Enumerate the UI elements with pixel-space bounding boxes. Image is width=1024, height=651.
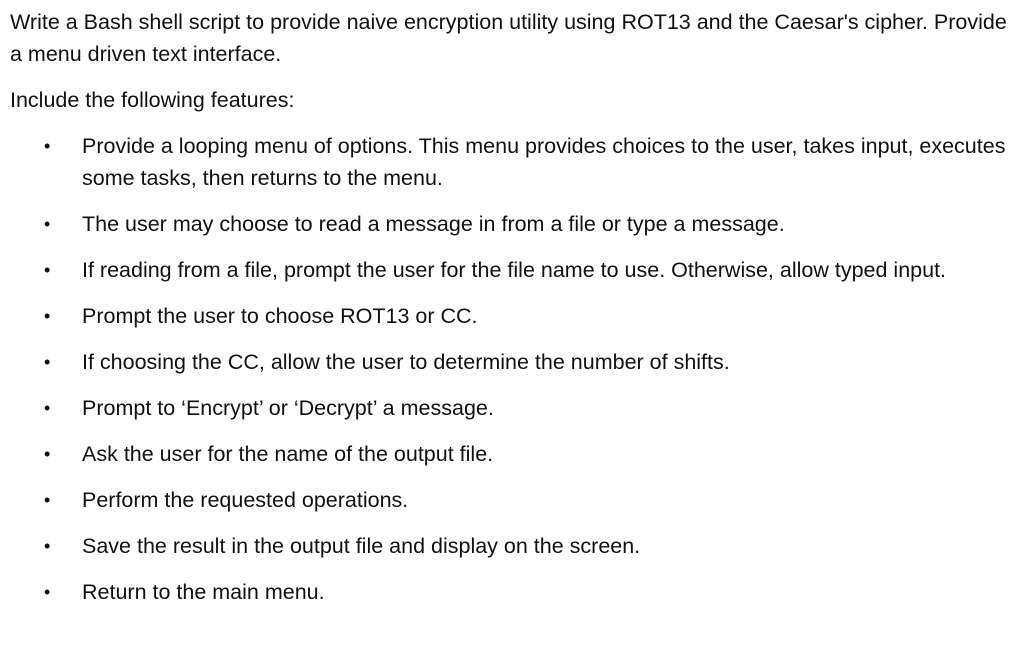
list-item	[10, 130, 1012, 194]
list-item-text: Save the result in the output file and display on the screen.	[82, 534, 641, 558]
list-item-text: The user may choose to read a message in from a file or type a message.	[82, 212, 785, 236]
features-list	[10, 130, 1012, 608]
list-item	[10, 346, 1012, 378]
bullet-icon: •	[44, 306, 51, 326]
list-item	[10, 208, 1012, 240]
bullet-icon: •	[44, 260, 51, 280]
list-item-text: If reading from a file, prompt the user for the file name to use. Otherwise, allow typed input.	[82, 258, 947, 282]
list-item-text: Prompt to ‘Encrypt’ or ‘Decrypt’ a message.	[82, 396, 494, 420]
list-item-text: Return to the main menu.	[82, 580, 325, 604]
list-item	[10, 254, 1012, 286]
bullet-icon: •	[44, 490, 51, 510]
list-item-text: If choosing the CC, allow the user to determine the number of shifts.	[82, 350, 730, 374]
list-item	[10, 300, 1012, 332]
bullet-icon: •	[44, 398, 51, 418]
list-item	[10, 438, 1012, 470]
list-item-text: Perform the requested operations.	[82, 488, 409, 512]
list-item	[10, 392, 1012, 424]
list-item-text: Ask the user for the name of the output file.	[82, 442, 494, 466]
intro-paragraph: Write a Bash shell script to provide naive encryption utility using ROT13 and the Caesar's cipher. Provide a menu driven text interface.	[10, 10, 1007, 66]
list-item	[10, 576, 1012, 608]
features-lead: Include the following features:	[10, 88, 295, 112]
list-item-text: Prompt the user to choose ROT13 or CC.	[82, 304, 478, 328]
bullet-icon: •	[44, 444, 51, 464]
list-item-text: Provide a looping menu of options. This menu provides choices to the user, takes input, executes some tasks, then returns to the menu.	[82, 134, 1006, 190]
bullet-icon: •	[44, 582, 51, 602]
bullet-icon: •	[44, 536, 51, 556]
list-item	[10, 530, 1012, 562]
list-item	[10, 484, 1012, 516]
bullet-icon: •	[44, 214, 51, 234]
bullet-icon: •	[44, 352, 51, 372]
bullet-icon: •	[44, 136, 51, 156]
